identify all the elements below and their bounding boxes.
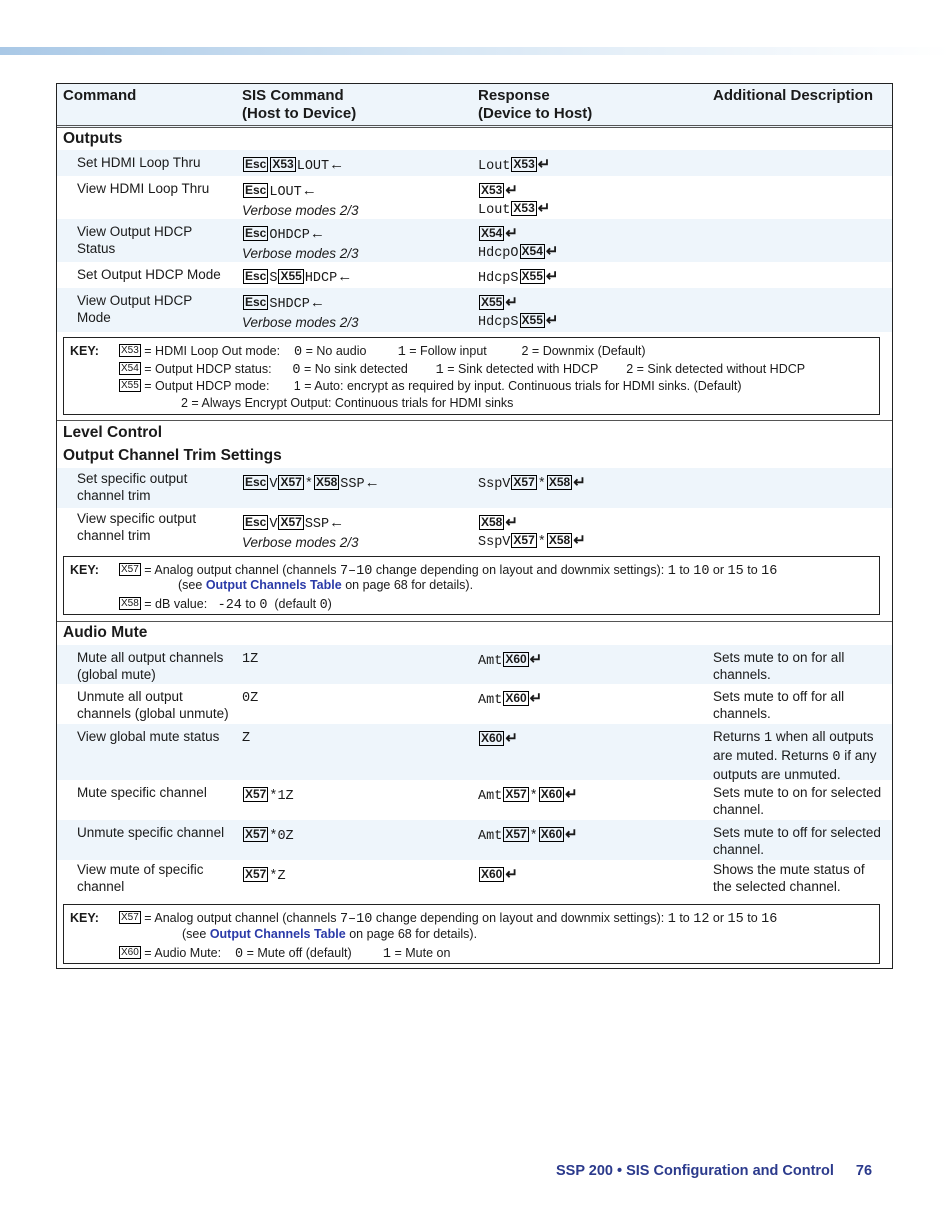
sis-command-table	[56, 83, 893, 969]
sis-command: Esc X53 LOUT←	[245, 156, 345, 174]
command-label: Unmute all output channels (global unmute)	[77, 689, 229, 721]
command-label: View global mute status	[77, 729, 220, 744]
response: HdcpS X55 ↵	[478, 268, 559, 286]
response: X60 ↵	[481, 730, 518, 747]
table-row	[57, 724, 892, 780]
output-channels-table-link[interactable]: Output Channels Table	[209, 927, 346, 941]
description: Sets mute to off for all channels.	[713, 689, 845, 721]
command-label: Set HDMI Loop Thru	[77, 155, 201, 170]
divider	[57, 621, 892, 622]
response: Amt X60 ↵	[478, 651, 543, 669]
send-arrow-icon: ←	[301, 182, 317, 199]
key-box-mute	[63, 904, 880, 964]
col-description: Additional Description	[713, 87, 874, 104]
sis-command: Z	[242, 731, 251, 746]
col-command: Command	[63, 87, 137, 104]
command-label: Set specific output channel trim	[77, 471, 188, 503]
section-level-control: Level Control	[63, 424, 163, 441]
key-line: X60 = Audio Mute: 0 = Mute off (default) 1 = Mute on	[121, 946, 451, 962]
key-line: (see Output Channels Table on page 68 for details).	[182, 927, 478, 941]
command-label: View specific output channel trim	[77, 511, 197, 543]
key-box-outputs	[63, 337, 880, 415]
description: Sets mute to on for selected channel.	[713, 785, 882, 817]
response: X55 ↵ HdcpS X55 ↵	[478, 294, 559, 330]
response: Lout X53 ↵	[478, 156, 551, 174]
key-line: X55 = Output HDCP mode: 1 = Auto: encrypt as required by input. Continuous trials for HDMI sinks. (Default)	[121, 379, 742, 393]
table-row	[57, 150, 892, 176]
command-label: View Output HDCP Mode	[77, 293, 193, 325]
table-row	[57, 288, 892, 332]
sis-command: X57 *Z	[245, 867, 286, 884]
key-label: KEY:	[70, 344, 99, 358]
table-row	[57, 860, 892, 900]
command-label: Unmute specific channel	[77, 825, 225, 840]
sis-command: X57 *1Z	[245, 787, 294, 804]
key-line: X57 = Analog output channel (channels 7–10 change depending on layout and downmix settings): 1 to 10 or 15 to 16	[121, 563, 778, 579]
col-response: Response (Device to Host)	[478, 87, 593, 122]
key-label: KEY:	[70, 563, 99, 577]
table-row	[57, 508, 892, 553]
response: X54 ↵ HdcpO X54 ↵	[478, 225, 559, 261]
response: Amt X57 * X60 ↵	[478, 786, 578, 804]
sis-command: Esc OHDCP← Verbose modes 2/3	[242, 225, 359, 261]
table-row	[57, 176, 892, 219]
description: Sets mute to off for selected channel.	[713, 825, 881, 857]
sis-command: Esc V X57 SSP← Verbose modes 2/3	[242, 514, 359, 550]
sis-command: X57 *0Z	[245, 827, 294, 844]
table-row	[57, 262, 892, 288]
description: Shows the mute status of the selected channel.	[713, 862, 865, 894]
key-line: X58 = dB value: -24 to 0 (default 0)	[121, 597, 332, 613]
table-header	[57, 84, 892, 128]
command-label: View mute of specific channel	[77, 862, 204, 894]
response: SspV X57 * X58 ↵	[478, 474, 586, 492]
description: Returns 1 when all outputs are muted. Returns 0 if any outputs are unmuted.	[713, 729, 877, 782]
key-line: X54 = Output HDCP status: 0 = No sink detected 1 = Sink detected with HDCP 2 = Sink detected without HDCP	[121, 362, 806, 378]
header-gradient-bar	[0, 47, 950, 55]
divider	[57, 420, 892, 421]
command-label: View Output HDCP Status	[77, 224, 193, 256]
sis-command: 0Z	[242, 691, 259, 706]
key-line: X57 = Analog output channel (channels 7–10 change depending on layout and downmix settings): 1 to 12 or 15 to 16	[121, 911, 778, 927]
page-footer	[556, 1163, 872, 1179]
sis-command: Esc V X57 * X58 SSP←	[245, 474, 380, 492]
command-label: Set Output HDCP Mode	[77, 267, 221, 282]
table-row	[57, 820, 892, 860]
command-label: Mute all output channels (global mute)	[77, 650, 224, 682]
response: X58 ↵ SspV X57 * X58 ↵	[478, 514, 586, 550]
sis-command: 1Z	[242, 652, 259, 667]
output-channels-table-link[interactable]: Output Channels Table	[205, 578, 342, 592]
response: X60 ↵	[481, 866, 518, 883]
footer-title: SSP 200 • SIS Configuration and Control	[556, 1163, 834, 1179]
command-label: Mute specific channel	[77, 785, 207, 800]
key-line: X53 = HDMI Loop Out mode: 0 = No audio 1 = Follow input 2 = Downmix (Default)	[121, 344, 646, 360]
section-trim: Output Channel Trim Settings	[63, 447, 282, 464]
key-label: KEY:	[70, 911, 99, 925]
key-line: 2 = Always Encrypt Output: Continuous trials for HDMI sinks	[181, 396, 514, 410]
response: Amt X60 ↵	[478, 690, 543, 708]
table-row	[57, 219, 892, 262]
table-row	[57, 780, 892, 820]
table-row	[57, 645, 892, 684]
section-audio-mute: Audio Mute	[63, 624, 148, 641]
section-outputs: Outputs	[63, 130, 123, 147]
table-row	[57, 468, 892, 508]
response: X53 ↵ Lout X53 ↵	[478, 182, 551, 218]
page-number: 76	[855, 1163, 873, 1179]
description: Sets mute to on for all channels.	[713, 650, 845, 682]
sis-command: Esc S X55 HDCP←	[245, 268, 353, 286]
return-icon: ↵	[537, 156, 551, 173]
send-arrow-icon: ←	[329, 156, 345, 173]
key-line: (see Output Channels Table on page 68 for details).	[178, 578, 474, 592]
command-label: View HDMI Loop Thru	[77, 181, 210, 196]
col-sis: SIS Command (Host to Device)	[242, 87, 357, 122]
sis-command: Esc SHDCP← Verbose modes 2/3	[242, 294, 359, 330]
key-box-trim	[63, 556, 880, 615]
table-row	[57, 684, 892, 724]
response: Amt X57 * X60 ↵	[478, 826, 578, 844]
sis-command: Esc LOUT← Verbose modes 2/3	[242, 182, 359, 218]
